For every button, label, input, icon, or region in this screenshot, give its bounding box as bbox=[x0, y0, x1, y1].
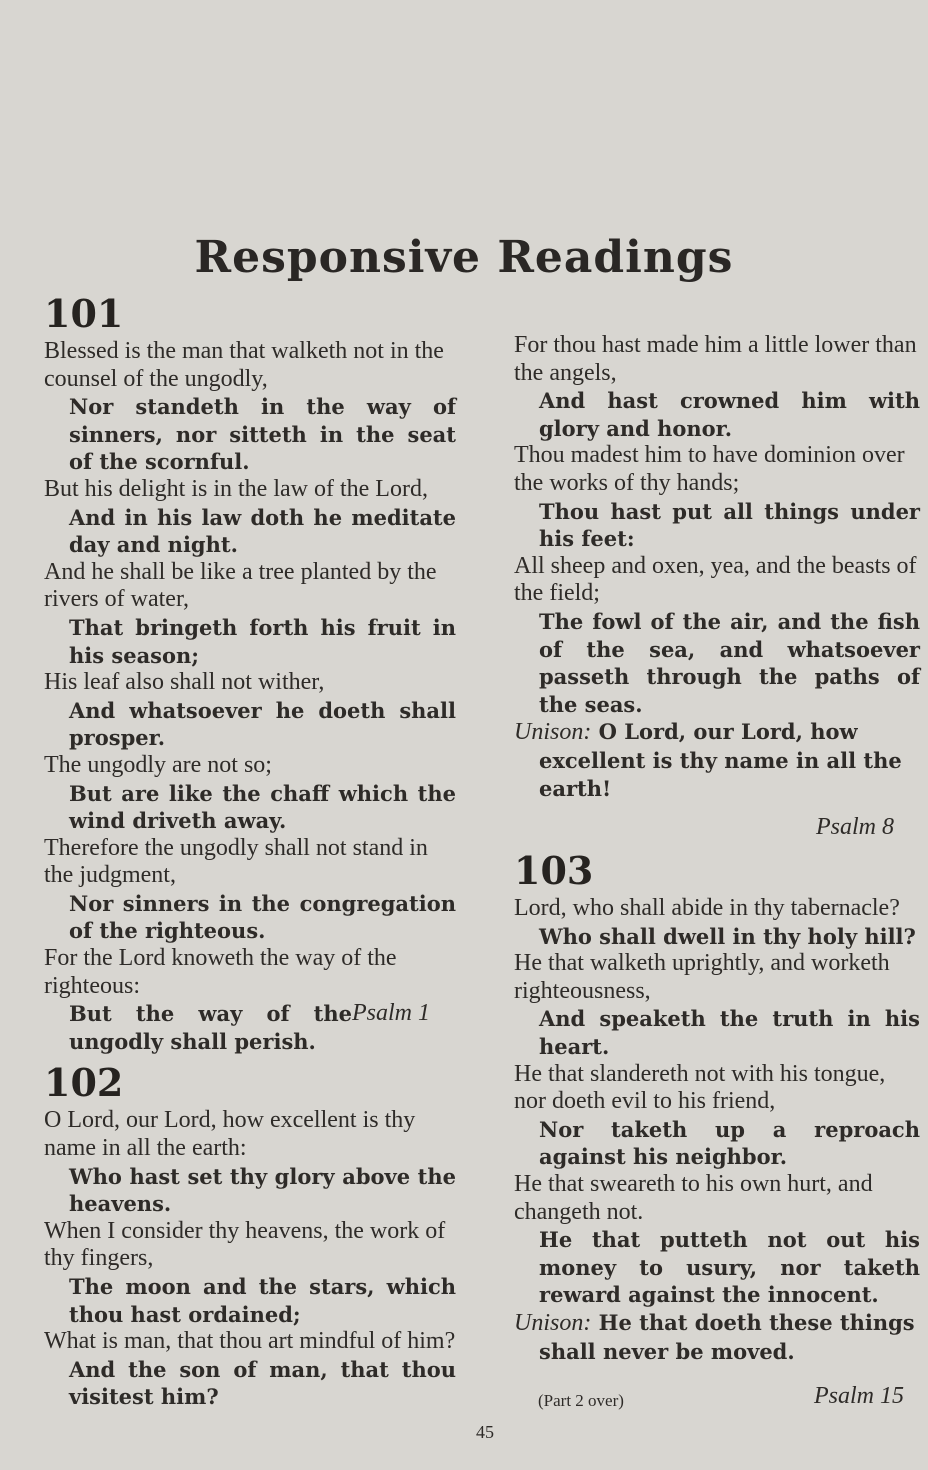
response-line: The fowl of the air, and the fish of the sea, and whatsoever passeth through the paths of the seas. bbox=[539, 608, 920, 717]
response-line: But are like the chaff which the wind driveth away. bbox=[69, 780, 456, 834]
response-line: That bringeth forth his fruit in his season; bbox=[69, 614, 456, 668]
leader-line: The ungodly are not so; bbox=[44, 751, 272, 778]
reading-footer bbox=[514, 1383, 920, 1423]
page-title: Responsive Readings bbox=[194, 232, 734, 283]
leader-line: He that sweareth to his own hurt, and changeth not. bbox=[514, 1171, 873, 1225]
reading-number: 103 bbox=[514, 848, 594, 894]
reading-number: 102 bbox=[44, 1060, 124, 1106]
response-line: And in his law doth he meditate day and night. bbox=[69, 504, 456, 558]
response-line: The moon and the stars, which thou hast ordained; bbox=[69, 1274, 456, 1327]
page-number: 45 bbox=[476, 1422, 494, 1442]
part-note: (Part 2 over) bbox=[538, 1391, 624, 1411]
response-line: He that putteth not out his money to usury, nor taketh reward against the innocent. bbox=[539, 1227, 920, 1308]
leader-line: Therefore the ungodly shall not stand in the judgment, bbox=[44, 834, 428, 889]
leader-line: But his delight is in the law of the Lord, bbox=[44, 475, 428, 502]
leader-line: Blessed is the man that walketh not in the counsel of the ungodly, bbox=[44, 338, 444, 392]
left-column bbox=[44, 292, 456, 1411]
unison-label: Unison: bbox=[514, 1310, 592, 1336]
leader-line: Thou madest him to have dominion over the works of thy hands; bbox=[514, 442, 905, 496]
leader-line: Lord, who shall abide in thy tabernacle? bbox=[514, 895, 900, 922]
reading-103 bbox=[514, 849, 920, 1423]
response-line: Thou hast put all things under his feet: bbox=[539, 498, 920, 552]
reading-102 bbox=[44, 1061, 456, 1411]
reading-102-continued bbox=[514, 292, 920, 841]
response-line: And hast crowned him with glory and honor. bbox=[539, 388, 920, 441]
reading-101 bbox=[44, 292, 456, 1055]
leader-line: For thou hast made him a little lower than the angels, bbox=[514, 332, 917, 386]
leader-line: And he shall be like a tree planted by the rivers of water, bbox=[44, 558, 437, 613]
response-line: And the son of man, that thou visitest him? bbox=[69, 1356, 456, 1410]
response-text: But the way of the ungodly shall perish. bbox=[69, 1001, 352, 1054]
response-line-with-source bbox=[44, 1000, 456, 1055]
response-line: Nor sinners in the congregation of the righteous. bbox=[69, 890, 456, 944]
response-line: Nor taketh up a reproach against his neighbor. bbox=[539, 1116, 920, 1170]
leader-line: He that slandereth not with his tongue, nor doeth evil to his friend, bbox=[514, 1060, 886, 1115]
leader-line: What is man, that thou art mindful of him? bbox=[44, 1328, 456, 1355]
psalm-source: Psalm 8 bbox=[816, 814, 894, 841]
response-line: Who shall dwell in thy holy hill? bbox=[539, 923, 916, 949]
response-line: Nor standeth in the way of sinners, nor sitteth in the seat of the scornful. bbox=[69, 394, 456, 475]
unison-line bbox=[514, 718, 920, 802]
leader-line: O Lord, our Lord, how excellent is thy name in all the earth: bbox=[44, 1107, 416, 1162]
right-column bbox=[514, 292, 920, 1423]
unison-text: O Lord, our Lord, how excellent is thy name in all the earth! bbox=[539, 719, 902, 801]
psalm-source: Psalm 1 bbox=[352, 1000, 430, 1027]
unison-text: He that doeth these things shall never be moved. bbox=[539, 1310, 915, 1364]
leader-line: His leaf also shall not wither, bbox=[44, 669, 325, 696]
unison-line bbox=[514, 1309, 920, 1365]
unison-label: Unison: bbox=[514, 719, 592, 746]
psalm-source: Psalm 15 bbox=[814, 1383, 904, 1410]
response-line: And speaketh the truth in his heart. bbox=[539, 1006, 920, 1060]
reading-number: 101 bbox=[44, 291, 124, 336]
response-line: And whatsoever he doeth shall prosper. bbox=[69, 697, 456, 751]
response-line: Who hast set thy glory above the heavens. bbox=[69, 1163, 456, 1217]
leader-line: He that walketh uprightly, and worketh righteousness, bbox=[514, 950, 890, 1004]
leader-line: When I consider thy heavens, the work of thy fingers, bbox=[44, 1217, 446, 1272]
leader-line: All sheep and oxen, yea, and the beasts of the field; bbox=[514, 552, 917, 607]
leader-line: For the Lord knoweth the way of the righteous: bbox=[44, 945, 397, 999]
